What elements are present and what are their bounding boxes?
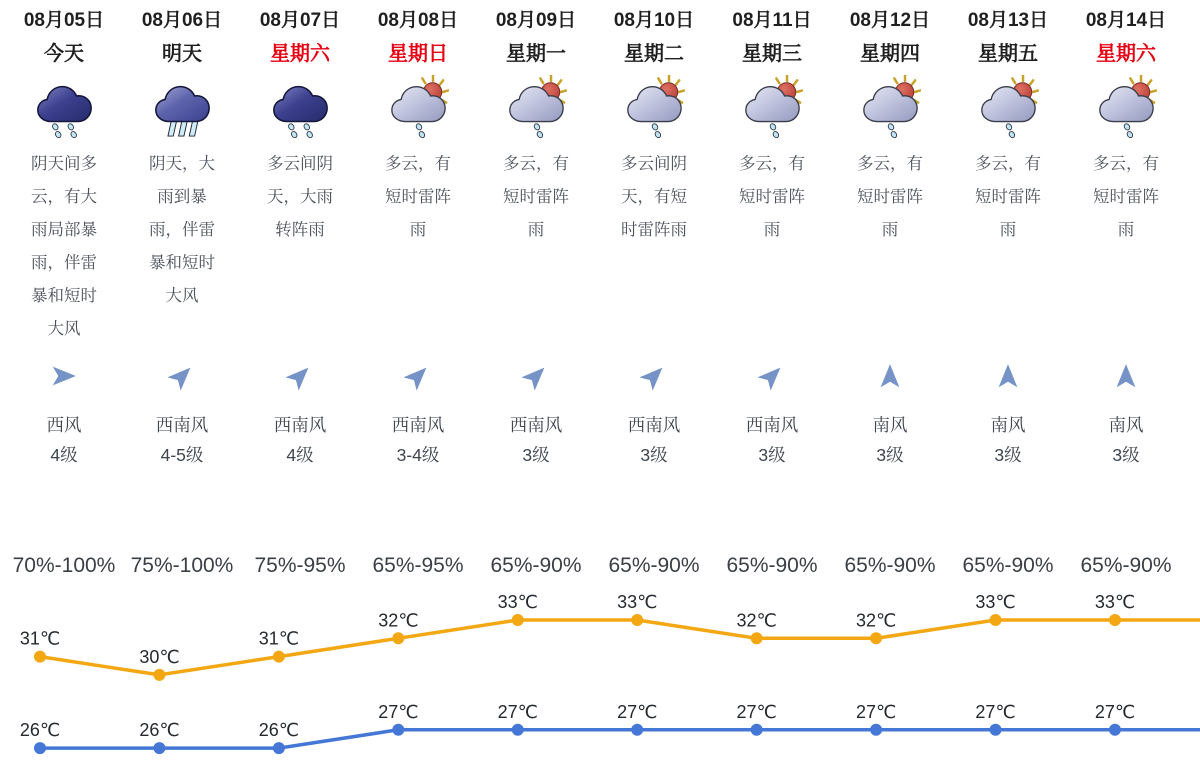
- day-label: 星期四: [860, 43, 920, 65]
- wind-arrow-wrap: [639, 358, 669, 394]
- high-temp-point: [631, 614, 643, 626]
- day-label: 明天: [162, 43, 202, 65]
- temperature-chart: [0, 585, 1200, 769]
- weather-icon: [269, 74, 331, 140]
- weather-icon: [623, 74, 685, 140]
- rain-cloud-icon: [33, 75, 95, 139]
- humidity-range: 65%-90%: [844, 554, 936, 577]
- low-temp-value-label: 26℃: [258, 720, 300, 741]
- low-temp-value-label: 27℃: [1094, 701, 1136, 722]
- low-temp-point: [870, 724, 882, 736]
- weather-description: 阴天间多云，有大雨局部暴雨，伴雷暴和短时大风: [31, 155, 97, 338]
- day-label: 星期六: [270, 43, 330, 65]
- sun-shower-icon: [977, 75, 1039, 139]
- forecast-day-column: [1067, 0, 1185, 578]
- date-label: 08月14日: [1085, 10, 1167, 31]
- date-label: 08月11日: [732, 10, 812, 31]
- wind-level-label: 3级: [640, 445, 668, 465]
- humidity-range: 75%-95%: [254, 554, 346, 577]
- wind-direction-arrow: [161, 355, 203, 397]
- weather-description: 多云，有短时雷阵雨: [503, 155, 569, 239]
- wind-direction-label: 西风: [46, 415, 82, 435]
- low-temp-point: [631, 724, 643, 736]
- wind-direction-arrow: [1111, 361, 1141, 391]
- high-temp-point: [870, 632, 882, 644]
- high-temp-value-label: 32℃: [855, 610, 897, 631]
- forecast-day-column: [5, 0, 123, 578]
- rain-cloud-icon: [269, 75, 331, 139]
- high-temp-point: [751, 632, 763, 644]
- day-label: 星期日: [388, 43, 448, 65]
- low-temp-point: [153, 742, 165, 754]
- forecast-day-column: [123, 0, 241, 578]
- wind-arrow-wrap: [757, 358, 787, 394]
- high-temp-point: [34, 651, 46, 663]
- rainstorm-icon: [151, 75, 213, 139]
- high-temp-value-label: 30℃: [139, 646, 180, 667]
- wind-level-label: 3-4级: [396, 445, 440, 465]
- low-temp-value-label: 27℃: [975, 701, 1016, 722]
- wind-direction-arrow: [875, 361, 905, 391]
- wind-direction-arrow: [633, 355, 675, 397]
- forecast-day-column: [595, 0, 713, 578]
- low-temp-point: [990, 724, 1002, 736]
- wind-direction-arrow: [279, 355, 321, 397]
- sun-shower-icon: [623, 75, 685, 139]
- humidity-range: 65%-90%: [962, 554, 1054, 577]
- low-temp-point: [751, 724, 763, 736]
- wind-direction-arrow: [515, 355, 557, 397]
- weather-description: 多云间阴天，大雨转阵雨: [267, 155, 333, 239]
- weather-icon: [859, 74, 921, 140]
- weather-icon: [387, 74, 449, 140]
- wind-arrow-wrap: [285, 358, 315, 394]
- wind-level-label: 3级: [522, 445, 550, 465]
- weather-icon: [977, 74, 1039, 140]
- low-temp-value-label: 27℃: [855, 701, 897, 722]
- wind-direction-label: 南风: [1108, 415, 1144, 435]
- wind-arrow-wrap: [993, 358, 1023, 394]
- date-label: 08月06日: [141, 10, 223, 31]
- weather-icon: [151, 74, 213, 140]
- wind-arrow-wrap: [1111, 358, 1141, 394]
- wind-direction-arrow: [751, 355, 793, 397]
- sun-shower-icon: [387, 75, 449, 139]
- high-temp-value-label: 32℃: [378, 610, 419, 631]
- wind-level-label: 3级: [876, 445, 904, 465]
- low-temp-line: [40, 730, 1200, 748]
- high-temp-value-label: 31℃: [19, 628, 61, 649]
- high-temp-value-label: 33℃: [975, 592, 1016, 612]
- date-label: 08月07日: [259, 10, 341, 31]
- high-temp-value-label: 33℃: [497, 592, 538, 612]
- low-temp-value-label: 27℃: [378, 701, 419, 722]
- low-temp-point: [34, 742, 46, 754]
- weather-icon: [741, 74, 803, 140]
- wind-direction-label: 西南风: [509, 415, 563, 435]
- sun-shower-icon: [741, 75, 803, 139]
- wind-direction-label: 西南风: [155, 415, 209, 435]
- day-label: 星期三: [742, 43, 802, 65]
- low-temp-value-label: 27℃: [497, 701, 538, 722]
- wind-arrow-wrap: [403, 358, 433, 394]
- high-temp-point: [1109, 614, 1121, 626]
- date-label: 08月09日: [495, 10, 577, 31]
- weather-description: 多云，有短时雷阵雨: [739, 155, 805, 239]
- humidity-range: 65%-90%: [490, 554, 582, 577]
- forecast-day-column: [241, 0, 359, 578]
- low-temp-point: [512, 724, 524, 736]
- day-label: 星期一: [506, 43, 566, 65]
- high-temp-value-label: 32℃: [736, 610, 777, 631]
- wind-level-label: 4级: [286, 445, 314, 465]
- wind-level-label: 3级: [994, 445, 1022, 465]
- humidity-range: 65%-90%: [726, 554, 818, 577]
- low-temp-point: [1109, 724, 1121, 736]
- wind-level-label: 3级: [1112, 445, 1140, 465]
- sun-shower-icon: [859, 75, 921, 139]
- low-temp-value-label: 26℃: [19, 720, 61, 741]
- forecast-day-column: [359, 0, 477, 578]
- wind-direction-arrow: [49, 361, 79, 391]
- weather-description: 多云，有短时雷阵雨: [385, 155, 451, 239]
- humidity-range: 75%-100%: [130, 554, 234, 577]
- weather-icon: [33, 74, 95, 140]
- humidity-range: 65%-90%: [608, 554, 700, 577]
- date-label: 08月08日: [377, 10, 459, 31]
- wind-level-label: 4-5级: [160, 445, 204, 465]
- humidity-range: 70%-100%: [12, 554, 116, 577]
- forecast-day-column: [949, 0, 1067, 578]
- high-temp-value-label: 33℃: [617, 592, 658, 612]
- sun-shower-icon: [1095, 75, 1157, 139]
- high-temp-point: [273, 651, 285, 663]
- low-temp-value-label: 27℃: [736, 701, 777, 722]
- low-temp-point: [392, 724, 404, 736]
- high-temp-point: [392, 632, 404, 644]
- weather-description: 多云，有短时雷阵雨: [857, 155, 923, 239]
- date-label: 08月12日: [849, 10, 931, 31]
- day-label: 今天: [44, 43, 84, 65]
- forecast-day-column: [713, 0, 831, 578]
- wind-direction-label: 南风: [990, 415, 1026, 435]
- low-temp-point: [273, 742, 285, 754]
- wind-direction-label: 西南风: [627, 415, 681, 435]
- weather-icon: [505, 74, 567, 140]
- forecast-day-column: [831, 0, 949, 578]
- weather-description: 多云，有短时雷阵雨: [1093, 155, 1159, 239]
- weather-description: 阴天，大雨到暴雨，伴雷暴和短时大风: [149, 155, 215, 305]
- wind-direction-arrow: [397, 355, 439, 397]
- wind-level-label: 3级: [758, 445, 786, 465]
- day-label: 星期六: [1096, 43, 1156, 65]
- wind-direction-arrow: [993, 361, 1023, 391]
- day-label: 星期二: [624, 43, 684, 65]
- wind-direction-label: 西南风: [273, 415, 327, 435]
- weather-icon: [1095, 74, 1157, 140]
- day-label: 星期五: [978, 43, 1038, 65]
- weather-description: 多云间阴天，有短时雷阵雨: [621, 155, 687, 239]
- low-temp-value-label: 26℃: [139, 720, 180, 741]
- date-label: 08月10日: [613, 10, 695, 31]
- wind-direction-label: 南风: [872, 415, 908, 435]
- high-temp-line: [40, 620, 1200, 675]
- high-temp-point: [990, 614, 1002, 626]
- wind-arrow-wrap: [49, 358, 79, 394]
- sun-shower-icon: [505, 75, 567, 139]
- date-label: 08月13日: [967, 10, 1049, 31]
- high-temp-point: [153, 669, 165, 681]
- wind-arrow-wrap: [167, 358, 197, 394]
- high-temp-point: [512, 614, 524, 626]
- high-temp-value-label: 31℃: [258, 628, 300, 649]
- date-label: 08月05日: [23, 10, 105, 31]
- low-temp-value-label: 27℃: [617, 701, 658, 722]
- wind-level-label: 4级: [50, 445, 78, 465]
- wind-direction-label: 西南风: [745, 415, 799, 435]
- wind-arrow-wrap: [521, 358, 551, 394]
- humidity-range: 65%-90%: [1080, 554, 1172, 577]
- forecast-day-column: [477, 0, 595, 578]
- wind-arrow-wrap: [875, 358, 905, 394]
- weather-description: 多云，有短时雷阵雨: [975, 155, 1041, 239]
- humidity-range: 65%-95%: [372, 554, 464, 577]
- high-temp-value-label: 33℃: [1094, 592, 1136, 612]
- wind-direction-label: 西南风: [391, 415, 445, 435]
